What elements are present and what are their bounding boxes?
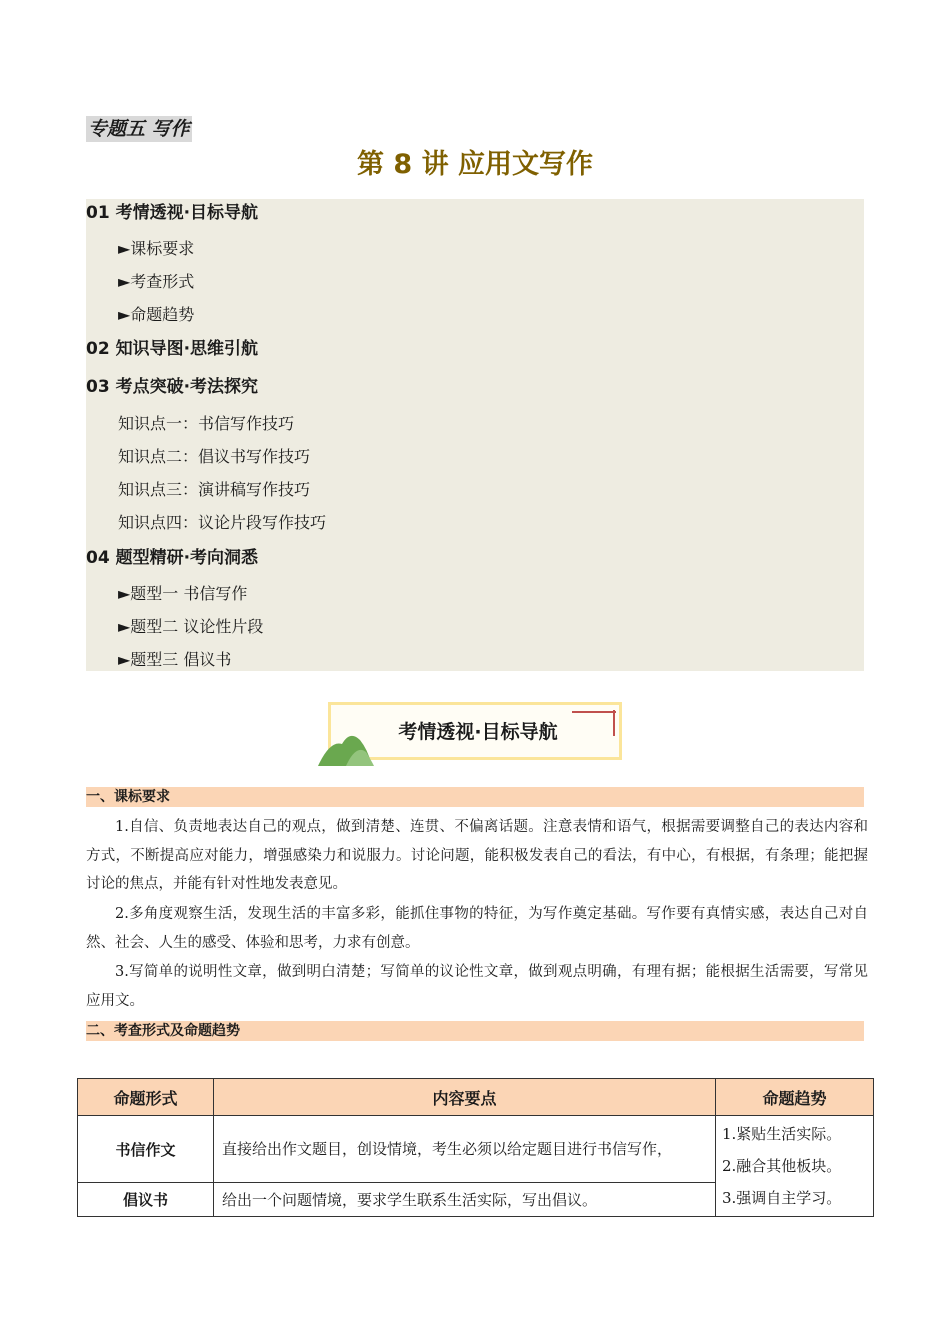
table-cell-content: 给出一个问题情境，要求学生联系生活实际，写出倡议。: [214, 1183, 716, 1217]
table-row: [78, 1116, 874, 1183]
toc-section-3[interactable]: 03 考点突破·考法探究: [86, 377, 259, 397]
toc-item[interactable]: ►题型一 书信写作: [118, 584, 248, 603]
table-of-contents: [86, 199, 864, 671]
lecture-title: 第 8 讲 应用文写作: [357, 149, 593, 180]
trend-table: [77, 1078, 874, 1217]
toc-section-4[interactable]: 04 题型精研·考向洞悉: [86, 548, 259, 568]
table-cell-trends: [716, 1116, 874, 1217]
paragraph: 1.自信、负责地表达自己的观点，做到清楚、连贯、不偏离话题。注意表情和语气，根据需要调整自己的表达内容和方式，不断提高应对能力，增强感染力和说服力。讨论问题，能积极发表自己的看法，有中心，有根据，有条理；能把握讨论的焦点，并能有针对性地发表意见。: [86, 819, 868, 892]
toc-item[interactable]: ►课标要求: [118, 239, 195, 258]
table-cell-kind: 书信作文: [78, 1116, 214, 1183]
column-header: 命题趋势: [716, 1079, 874, 1116]
banner-title: 考情透视·目标导航: [398, 721, 558, 743]
toc-section-2[interactable]: 02 知识导图·思维引航: [86, 339, 259, 359]
trend-item: 2.融合其他板块。: [722, 1157, 842, 1175]
section-title: 二、考查形式及命题趋势: [86, 1021, 864, 1041]
paragraph: 2.多角度观察生活，发现生活的丰富多彩，能抓住事物的特征，为写作奠定基础。写作要有真情实感，表达自己对自然、社会、人生的感受、体验和思考，力求有创意。: [86, 906, 868, 951]
section-banner: [316, 700, 628, 766]
table-cell-kind: 倡议书: [78, 1183, 214, 1217]
table-cell-content: 直接给出作文题目，创设情境，考生必须以给定题目进行书信写作，: [214, 1116, 716, 1183]
toc-item[interactable]: ►题型三 倡议书: [118, 650, 232, 669]
trend-item: 3.强调自主学习。: [722, 1189, 842, 1207]
toc-item[interactable]: ►命题趋势: [118, 305, 195, 324]
toc-item[interactable]: ►题型二 议论性片段: [118, 617, 264, 636]
toc-item[interactable]: 知识点三：演讲稿写作技巧: [118, 480, 311, 499]
column-header: 命题形式: [78, 1079, 214, 1116]
section-title: 一、课标要求: [86, 787, 864, 807]
toc-item[interactable]: 知识点一：书信写作技巧: [118, 414, 295, 433]
column-header: 内容要点: [214, 1079, 716, 1116]
trend-item: 1.紧贴生活实际。: [722, 1125, 842, 1143]
paragraph: 3.写简单的说明性文章，做到明白清楚；写简单的议论性文章，做到观点明确，有理有据；能根据生活需要，写常见应用文。: [86, 964, 868, 1009]
series-tag: 专题五 写作: [88, 118, 190, 140]
table-header-row: [78, 1079, 874, 1116]
toc-item[interactable]: 知识点二：倡议书写作技巧: [118, 447, 311, 466]
toc-section-1[interactable]: 01 考情透视·目标导航: [86, 203, 259, 223]
toc-item[interactable]: ►考查形式: [118, 272, 195, 291]
toc-item[interactable]: 知识点四：议论片段写作技巧: [118, 513, 327, 532]
